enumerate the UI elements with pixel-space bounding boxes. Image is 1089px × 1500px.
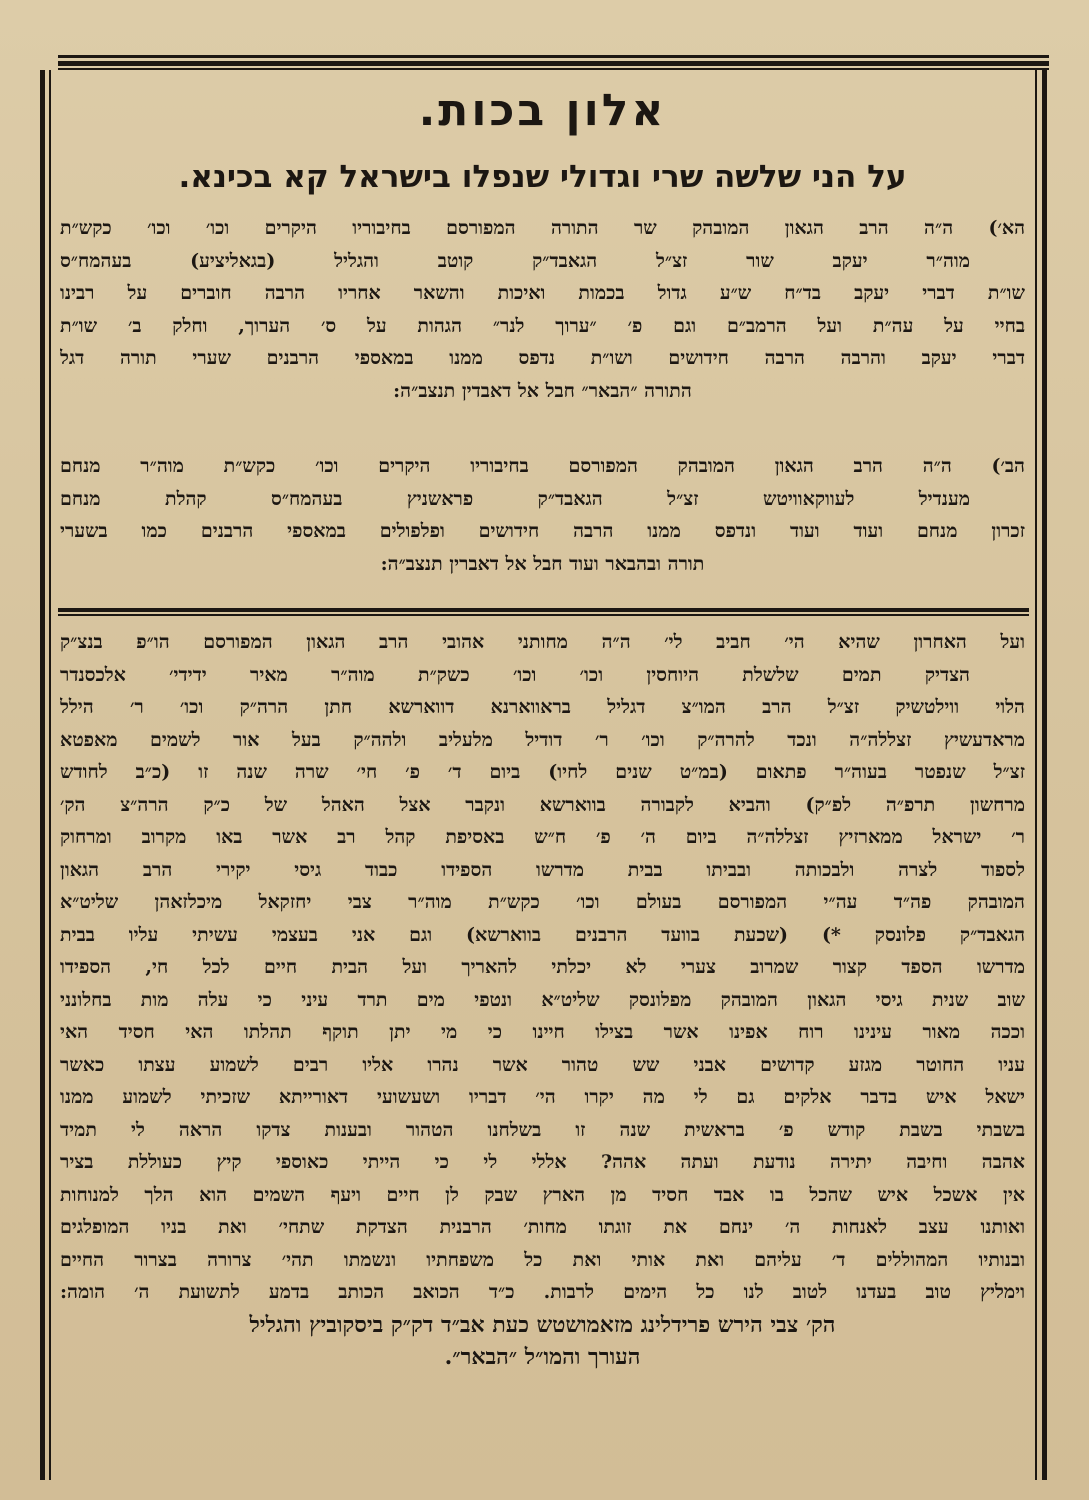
text-line: ישאל איש בדבר אלקים גם לי מה יקרו הי׳ דבריו ושעשועי דאורייתא שזכיתי לשמוע ממנו bbox=[60, 1086, 1025, 1108]
right-border-inner-rule bbox=[1035, 70, 1037, 1480]
text-line: ואותנו עצב לאנחות ה׳ ינחם את זוגתו מחות׳ הרבנית הצדקת שתחי׳ ואת בניו המופלגים bbox=[60, 1216, 1025, 1238]
text-line: מוה״ר יעקב שור זצ״ל הגאבד״ק קוטב והגליל (בגאליציע) בעהמח״ס bbox=[60, 249, 970, 272]
text-line: לספוד לצרה ולבכותה ובביתו בבית מדרשו הספידו כבוד גיסי יקירי הרב הגאון bbox=[60, 858, 1025, 881]
text-line: שו״ת דברי יעקב בד״ח ש״ע גדול בכמות ואיכות והשאר אחריו הרבה חוברים על רבינו bbox=[60, 282, 1025, 304]
text-line: ועל האחרון שהיא הי׳ חביב לי׳ ה״ה מחותני אהובי הרב הגאון המפורסם הו״פ בנצ״ק bbox=[60, 631, 1025, 653]
text-line: המובהק פה״ד עה״י המפורסם בעולם וכו׳ כקש״ת מוה״ר צבי יחזקאל מיכלזאהן שליט״א bbox=[60, 891, 1025, 913]
text-line: מדרשו הספד קצור שמרוב צערי לא יכלתי להאריך ועל הבית חיים לכל חי, הספידו bbox=[60, 956, 1025, 978]
text-line: וככה מאור עינינו רוח אפינו אשר בצילו חיינו כי מי יתן תוקף תהלתו האי חסיד האי bbox=[60, 1021, 1025, 1043]
text-line: ר׳ ישראל ממארזיץ זצללה״ה ביום ה׳ פ׳ ח״ש באסיפת קהל רב אשר באו מקרוב ומרחוק bbox=[60, 826, 1025, 848]
text-line: זצ״ל שנפטר בעוה״ר פתאום (במ״ט שנים לחיו) ביום ד׳ פ׳ חי׳ שרה שנה זו (כ״ב לחודש bbox=[60, 761, 1025, 783]
text-line: הב׳) ה״ה הרב הגאון המובהק המפורסם בחיבוריו היקרים וכו׳ כקש״ת מוה״ר מנחם bbox=[60, 455, 1025, 477]
text-line: התורה ״הבאר״ חבל אל דאבדין תנצב״ה: bbox=[393, 379, 692, 402]
text-line: הצדיק תמים שלשלת היוחסין וכו׳ וכו׳ כשק״ת מוה״ר מאיר ידידי׳ אלכסנדר bbox=[60, 663, 970, 686]
text-line: ובנותיו המהוללים ד׳ עליהם ואת אותי ואת כל משפחתיו ונשמתו תהי׳ צרורה בצרור החיים bbox=[60, 1248, 1025, 1271]
text-line: מראדעשיץ זצללה״ה ונכד להרה״ק וכו׳ ר׳ דודיל מלעליב ולהה״ק בעל אור לשמים מאפטא bbox=[60, 728, 1025, 751]
text-line: תורה ובהבאר ועוד חבל אל דאברין תנצב״ה: bbox=[380, 552, 705, 575]
section-c bbox=[60, 626, 1025, 1374]
text-line: דברי יעקב והרבה הרבה חידושים ושו״ת נדפס ממנו במאספי הרבנים שערי תורה דגל bbox=[60, 347, 1025, 369]
section-divider-thin bbox=[58, 614, 1029, 616]
page-subtitle: על הני שלשה שרי וגדולי שנפלו בישראל קא בכינא. bbox=[178, 159, 907, 195]
text-line: אין אשכל איש שהכל בו אבד חסיד מן הארץ שבק לן חיים ויעף השמים הוא הלך למנוחות bbox=[60, 1183, 1025, 1206]
text-line: זכרון מנחם ועוד ועוד ונדפס ממנו הרבה חידושים ופלפולים במאספי הרבנים כמו בשערי bbox=[60, 520, 1025, 542]
left-border-rule bbox=[40, 70, 45, 1480]
text-line: בשבתי בשבת קודש פ׳ בראשית שנה זו בשלחנו הטהור ובענות צדקו הראה לי תמיד bbox=[60, 1118, 1025, 1141]
text-line: בחיי על עה״ת ועל הרמב״ם וגם פ׳ ״ערוך לנר״ הגהות על ס׳ הערוך, וחלק ב׳ שו״ת bbox=[60, 314, 1025, 337]
section-divider bbox=[58, 608, 1029, 612]
top-border-rule bbox=[58, 55, 1049, 69]
text-line: אהבה וחיבה יתירה נודעת ועתה אהה? אללי לי כי הייתי כאוספי קיץ כעוללת בציר bbox=[60, 1151, 1025, 1173]
right-border-rule bbox=[1042, 70, 1047, 1480]
text-line: הא׳) ה״ה הרב הגאון המובהק שר התורה המפורסם בחיבוריו היקרים וכו׳ וכו׳ כקש״ת bbox=[60, 217, 1025, 239]
text-line: מענדיל לעווקאוויטש זצ״ל הגאבד״ק פראשניץ בעהמח״ס קהלת מנחם bbox=[60, 487, 970, 510]
page-title: אלון בכות. bbox=[418, 85, 667, 136]
signature-line: העורך והמו״ל ״הבאר״. bbox=[444, 1344, 641, 1370]
section-a bbox=[60, 212, 1025, 407]
left-border-inner-rule bbox=[49, 70, 51, 1480]
obituary-text bbox=[60, 80, 1025, 1370]
text-line: מרחשון תרפ״ה לפ״ק) והביא לקבורה בווארשא ונקבר אצל האהל של כ״ק הרה״צ הק׳ bbox=[60, 793, 1025, 816]
text-line: שוב שנית גיסי הגאון המובהק מפלונסק שליט״א ונטפי מים תרד עיני כי עלה מות בחלונני bbox=[60, 988, 1025, 1011]
text-line: וימליץ טוב בעדנו לטוב לנו כל הימים לרבות. כ״ד הכואב הכותב בדמע לתשועת ה׳ הומה: bbox=[60, 1281, 1025, 1303]
text-line: עניו החוטר מגזע קדושים אבני שש טהור אשר נהרו אליו רבים לשמוע עצתו כאשר bbox=[60, 1053, 1025, 1076]
text-line: הגאבד״ק פלונסק *) (שכעת בוועד הרבנים בווארשא) וגם אני בעצמי עשיתי עליו בבית bbox=[60, 923, 1025, 946]
section-b bbox=[60, 450, 1025, 580]
signature-line: הק׳ צבי הירש פרידלינג מזאמושטש כעת אב״ד דק״ק ביסקוביץ והגליל bbox=[249, 1311, 836, 1338]
text-line: הלוי ווילטשיק זצ״ל הרב המו״צ דגליל בראווארנא דווארשא חתן הרה״ק וכו׳ ר׳ הילל bbox=[60, 696, 1025, 718]
